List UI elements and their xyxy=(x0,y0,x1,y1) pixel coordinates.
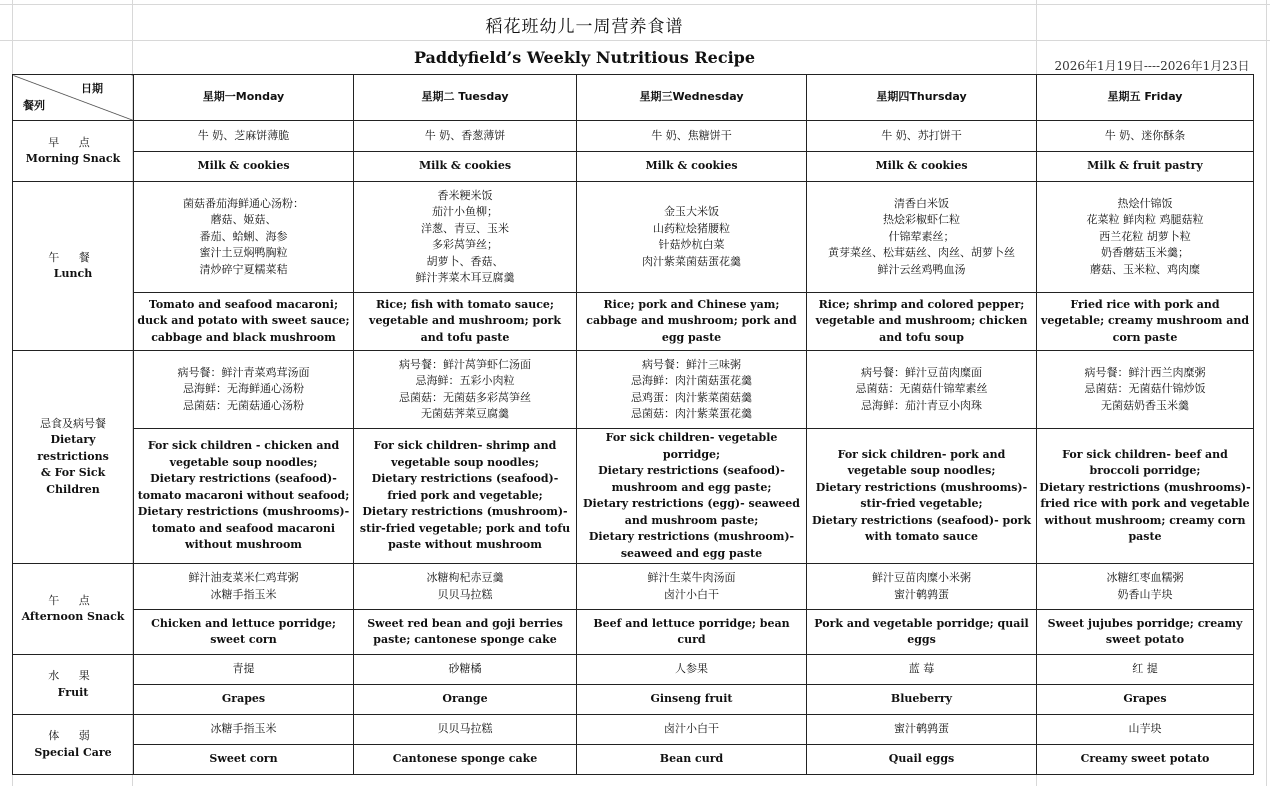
date-range: 2026年1月19日----2026年1月23日 xyxy=(1054,59,1250,73)
menu-cell: Cantonese sponge cake xyxy=(354,745,577,775)
menu-cell: For sick children- beef and broccoli porridge; Dietary restrictions (mushrooms)- fried rice with pork and vegetable without mushroom; creamy corn paste xyxy=(1037,429,1254,564)
morning-snack-row-en xyxy=(13,152,1254,182)
menu-cell: Grapes xyxy=(1037,685,1254,715)
menu-cell: Quail eggs xyxy=(807,745,1037,775)
menu-cell: Ginseng fruit xyxy=(577,685,807,715)
menu-cell: Grapes xyxy=(134,685,354,715)
menu-cell: Sweet red bean and goji berries paste; cantonese sponge cake xyxy=(354,610,577,655)
menu-cell: 鲜汁油麦菜米仁鸡茸粥 冰糖手指玉米 xyxy=(134,564,354,610)
menu-cell: 鲜汁豆苗肉糜小米粥 蜜汁鹌鹑蛋 xyxy=(807,564,1037,610)
meal-label-afternoon-snack: 午 点 Afternoon Snack xyxy=(13,564,134,655)
grid-line xyxy=(1266,0,1267,786)
menu-cell: 贝贝马拉糕 xyxy=(354,715,577,745)
menu-cell: Tomato and seafood macaroni; duck and potato with sweet sauce; cabbage and black mushroom xyxy=(134,293,354,351)
corner-meal-label: 餐列 xyxy=(23,98,45,112)
menu-cell: 蜜汁鹌鹑蛋 xyxy=(807,715,1037,745)
menu-cell: Rice; pork and Chinese yam; cabbage and mushroom; pork and egg paste xyxy=(577,293,807,351)
meal-label-fruit: 水 果 Fruit xyxy=(13,655,134,715)
corner-date-label: 日期 xyxy=(81,82,103,95)
lunch-row-en xyxy=(13,293,1254,351)
afternoon-snack-row-cn xyxy=(13,564,1254,610)
meal-label-dietary: 忌食及病号餐 Dietary restrictions & For Sick Children xyxy=(13,351,134,564)
menu-cell: Rice; fish with tomato sauce; vegetable and mushroom; pork and tofu paste xyxy=(354,293,577,351)
meal-label-lunch: 午 餐 Lunch xyxy=(13,182,134,351)
weekly-menu-table xyxy=(12,74,1254,775)
menu-cell: Sweet jujubes porridge; creamy sweet potato xyxy=(1037,610,1254,655)
menu-cell: Milk & cookies xyxy=(807,152,1037,182)
menu-cell: 病号餐：鲜汁西兰肉糜粥 忌菌菇：无菌菇什锦炒饭 无菌菇奶香玉米羹 xyxy=(1037,351,1254,429)
day-header-tuesday: 星期二 Tuesday xyxy=(354,75,577,121)
menu-cell: 病号餐：鲜汁莴笋虾仁汤面 忌海鲜：五彩小肉粒 忌菌菇：无菌菇多彩莴笋丝 无菌菇荠菜豆腐羹 xyxy=(354,351,577,429)
afternoon-snack-row-en xyxy=(13,610,1254,655)
menu-cell: Milk & cookies xyxy=(134,152,354,182)
menu-cell: 冰糖红枣血糯粥 奶香山芋块 xyxy=(1037,564,1254,610)
special-care-row-en xyxy=(13,745,1254,775)
menu-cell: 牛 奶、香葱薄饼 xyxy=(354,121,577,152)
menu-cell: Pork and vegetable porridge; quail eggs xyxy=(807,610,1037,655)
menu-cell: 牛 奶、苏打饼干 xyxy=(807,121,1037,152)
day-header-friday: 星期五 Friday xyxy=(1037,75,1254,121)
menu-cell: 牛 奶、迷你酥条 xyxy=(1037,121,1254,152)
day-header-thursday: 星期四Thursday xyxy=(807,75,1037,121)
menu-cell: 热烩什锦饭 花菜粒 鲜肉粒 鸡腿菇粒 西兰花粒 胡萝卜粒 奶香蘑菇玉米羹； 蘑菇、玉米粒、鸡肉糜 xyxy=(1037,182,1254,293)
menu-cell: 病号餐：鲜汁三味粥 忌海鲜：肉汁菌菇蛋花羹 忌鸡蛋：肉汁紫菜菌菇羹 忌菌菇：肉汁紫菜蛋花羹 xyxy=(577,351,807,429)
menu-cell: Beef and lettuce porridge; bean curd xyxy=(577,610,807,655)
menu-cell: Creamy sweet potato xyxy=(1037,745,1254,775)
menu-cell: 鲜汁生菜牛肉汤面 卤汁小白干 xyxy=(577,564,807,610)
menu-cell: 牛 奶、芝麻饼薄脆 xyxy=(134,121,354,152)
menu-cell: Sweet corn xyxy=(134,745,354,775)
menu-cell: Milk & fruit pastry xyxy=(1037,152,1254,182)
menu-cell: For sick children- shrimp and vegetable soup noodles; Dietary restrictions (seafood)- fried pork and vegetable; Dietary restrictions (mushroom)- stir-fried vegetable; pork and tofu paste without mushroom xyxy=(354,429,577,564)
menu-cell: 香米粳米饭 茄汁小鱼柳； 洋葱、青豆、玉米 多彩莴笋丝； 胡萝卜、香菇、 鲜汁荠菜木耳豆腐羹 xyxy=(354,182,577,293)
menu-cell: Bean curd xyxy=(577,745,807,775)
menu-cell: Milk & cookies xyxy=(577,152,807,182)
fruit-row-en xyxy=(13,685,1254,715)
meal-label-morning-snack: 早 点 Morning Snack xyxy=(13,121,134,182)
menu-cell: Blueberry xyxy=(807,685,1037,715)
page-title-english: Paddyfield’s Weekly Nutritious Recipe xyxy=(413,48,756,67)
grid-line xyxy=(0,40,1270,41)
day-header-monday: 星期一Monday xyxy=(134,75,354,121)
header-row xyxy=(13,75,1254,121)
menu-cell: 冰糖枸杞赤豆羹 贝贝马拉糕 xyxy=(354,564,577,610)
menu-cell: Fried rice with pork and vegetable; creamy mushroom and corn paste xyxy=(1037,293,1254,351)
menu-cell: Milk & cookies xyxy=(354,152,577,182)
menu-cell: 人参果 xyxy=(577,655,807,685)
menu-cell: 红 提 xyxy=(1037,655,1254,685)
menu-cell: 山芋块 xyxy=(1037,715,1254,745)
page-title-chinese: 稻花班幼儿一周营养食谱 xyxy=(485,17,684,37)
menu-cell: For sick children- pork and vegetable soup noodles; Dietary restrictions (mushrooms)-stir-fried vegetable; Dietary restrictions (seafood)- pork with tomato sauce xyxy=(807,429,1037,564)
corner-header-cell xyxy=(13,75,134,121)
menu-cell: For sick children - chicken and vegetable soup noodles; Dietary restrictions (seafood)- tomato macaroni without seafood; Dietary restrictions (mushrooms)- tomato and seafood macaroni without mushroom xyxy=(134,429,354,564)
special-care-row-cn xyxy=(13,715,1254,745)
menu-cell: 清香白米饭 热烩彩椒虾仁粒 什锦荤素丝； 黄芽菜丝、松茸菇丝、肉丝、胡萝卜丝 鲜汁云丝鸡鸭血汤 xyxy=(807,182,1037,293)
dietary-row-cn xyxy=(13,351,1254,429)
morning-snack-row-cn xyxy=(13,121,1254,152)
menu-cell: 病号餐：鲜汁青菜鸡茸汤面 忌海鲜：无海鲜通心汤粉 忌菌菇：无菌菇通心汤粉 xyxy=(134,351,354,429)
menu-cell: 金玉大米饭 山药粒烩猪腰粒 针菇炒杭白菜 肉汁紫菜菌菇蛋花羹 xyxy=(577,182,807,293)
menu-cell: Orange xyxy=(354,685,577,715)
menu-cell: 青提 xyxy=(134,655,354,685)
lunch-row-cn xyxy=(13,182,1254,293)
menu-cell: 砂糖橘 xyxy=(354,655,577,685)
menu-cell: 蓝 莓 xyxy=(807,655,1037,685)
fruit-row-cn xyxy=(13,655,1254,685)
menu-cell: Rice; shrimp and colored pepper; vegetable and mushroom; chicken and tofu soup xyxy=(807,293,1037,351)
menu-cell: 卤汁小白干 xyxy=(577,715,807,745)
menu-cell: 病号餐：鲜汁豆苗肉糜面 忌菌菇：无菌菇什锦荤素丝 忌海鲜：茄汁青豆小肉珠 xyxy=(807,351,1037,429)
menu-cell: 冰糖手指玉米 xyxy=(134,715,354,745)
dietary-row-en xyxy=(13,429,1254,564)
menu-cell: 牛 奶、焦糖饼干 xyxy=(577,121,807,152)
menu-cell: Chicken and lettuce porridge; sweet corn xyxy=(134,610,354,655)
menu-cell: 菌菇番茄海鲜通心汤粉： 蘑菇、姬菇、 番茄、蛤蜊、海参 蜜汁土豆焖鸭胸粒 清炒碎宁夏糯菜秸 xyxy=(134,182,354,293)
day-header-wednesday: 星期三Wednesday xyxy=(577,75,807,121)
grid-line xyxy=(0,4,1270,5)
meal-label-special-care: 体 弱 Special Care xyxy=(13,715,134,775)
menu-cell: For sick children- vegetable porridge; Dietary restrictions (seafood)- mushroom and egg paste; Dietary restrictions (egg)- seaweed and mushroom paste; Dietary restrictions (mushroom)- seaweed and egg paste xyxy=(577,429,807,564)
